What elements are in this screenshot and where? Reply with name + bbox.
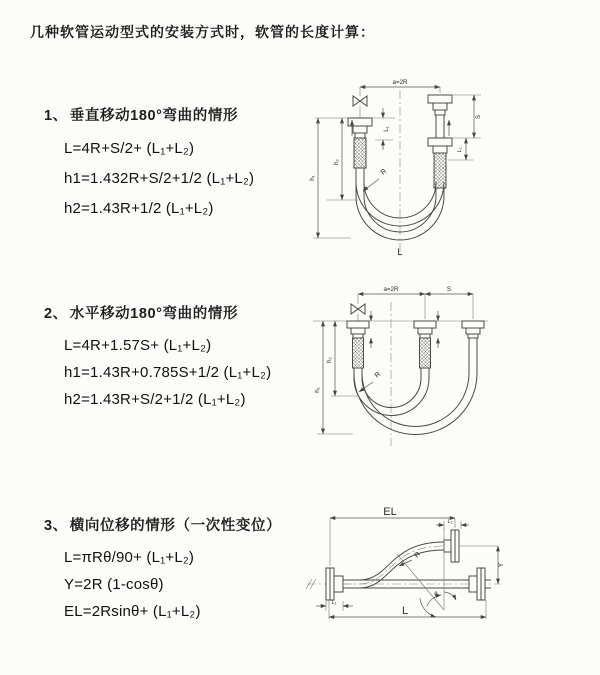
section-heading — [44, 514, 281, 535]
dim-label-y: Y — [498, 562, 505, 568]
formula: h2=1.43R+S/2+1/2 (L₁+L₂) — [64, 391, 246, 408]
valve-icon — [351, 304, 365, 314]
section-heading-text: 水平移动180°弯曲的情形 — [69, 306, 239, 322]
dim-label-h2: h₂ — [326, 357, 333, 363]
length-label: L — [401, 605, 409, 617]
formula-list — [64, 134, 254, 224]
formula: h1=1.43R+0.785S+1/2 (L₁+L₂) — [64, 364, 272, 381]
formula: Y=2R (1-cosθ) — [64, 576, 164, 593]
section-horizontal-180 — [44, 302, 271, 413]
diagram-vertical-180 — [303, 70, 598, 262]
formula-list — [64, 332, 271, 413]
dim-label-l1-right: L₁ — [457, 147, 463, 153]
left-flange-fitting — [348, 118, 372, 168]
upper-flange-fitting — [444, 530, 459, 562]
dim-label-a2r: a=2R — [392, 79, 408, 86]
right-flange-fitting-lower — [428, 138, 452, 188]
radius-label: R — [413, 550, 422, 560]
dim-label-l1-left: L₁ — [383, 126, 390, 132]
right-flange-fitting-upper — [428, 95, 452, 115]
radius-label: R — [379, 167, 389, 177]
right-flange-fitting — [469, 568, 491, 600]
dim-label-h1: h₁ — [314, 387, 321, 393]
dim-label-s: S — [475, 114, 482, 120]
dim-label-l1-top: L₁ — [447, 519, 453, 525]
dim-label-h2: h₂ — [333, 159, 340, 165]
dim-label-el: EL — [383, 506, 397, 518]
section-heading — [44, 302, 271, 323]
formula: h2=1.43R+1/2 (L₁+L₂) — [64, 200, 214, 217]
hose-s-curve — [343, 542, 444, 588]
formula: L=4R+1.57S+ (L₁+L₂) — [64, 337, 212, 354]
radius-label: R — [373, 370, 383, 380]
section-heading-text: 垂直移动180°弯曲的情形 — [69, 108, 239, 124]
valve-icon — [353, 96, 367, 106]
formula-list — [64, 544, 281, 625]
middle-flange-fitting — [414, 321, 436, 368]
dim-label-a2r: a=2R — [383, 286, 399, 293]
page-title: 几种软管运动型式的安装方式时，软管的长度计算： — [30, 24, 375, 40]
dim-label-s: S — [446, 286, 452, 293]
dim-label-l1-bottom: L₁ — [331, 600, 337, 606]
section-vertical-180 — [44, 104, 254, 224]
left-flange-fitting — [347, 321, 369, 368]
left-flange-fitting — [326, 568, 343, 600]
formula: h1=1.432R+S/2+1/2 (L₁+L₂) — [64, 170, 255, 187]
section-number: 1、 — [44, 108, 68, 124]
dim-label-h1: h₁ — [309, 175, 316, 181]
length-label: L — [397, 247, 403, 258]
section-lateral-displacement — [44, 514, 281, 625]
right-flange-fitting-displaced — [462, 321, 484, 338]
section-heading — [44, 104, 254, 125]
angle-label: θ — [434, 591, 438, 598]
formula: EL=2Rsinθ+ (L₁+L₂) — [64, 603, 201, 620]
diagram-horizontal-180 — [303, 278, 598, 456]
section-number: 3、 — [44, 518, 68, 534]
formula: L=4R+S/2+ (L₁+L₂) — [64, 140, 195, 157]
section-heading-text: 横向位移的情形（一次性变位） — [69, 518, 282, 534]
diagram-lateral-displacement — [295, 498, 600, 645]
section-number: 2、 — [44, 306, 68, 322]
formula: L=πRθ/90+ (L₁+L₂) — [64, 549, 195, 566]
